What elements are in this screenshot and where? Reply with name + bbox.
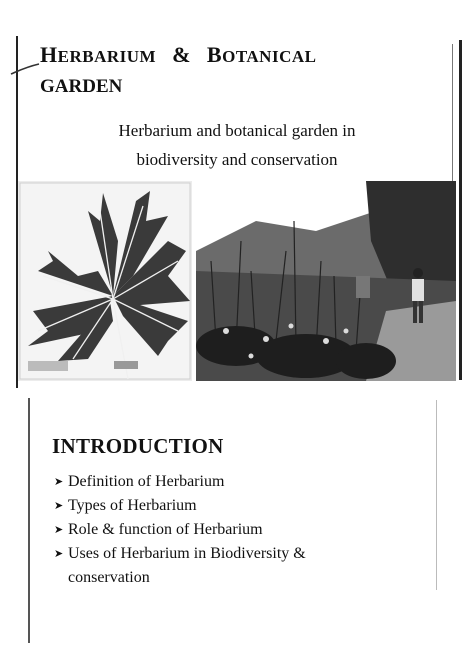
slide-title-line1 bbox=[40, 42, 316, 68]
subtitle-line-1: Herbarium and botanical garden in bbox=[118, 121, 356, 140]
bullet-text: Types of Herbarium bbox=[68, 497, 197, 514]
bullet-text-continued: conservation bbox=[68, 569, 150, 586]
slide-title-line2: GARDEN bbox=[40, 76, 123, 97]
introduction-bullet-list bbox=[54, 470, 354, 590]
arrowhead-bullet-icon: ➤ bbox=[54, 524, 64, 536]
bullet-text: Definition of Herbarium bbox=[68, 473, 225, 490]
title-word-herbarium bbox=[40, 42, 156, 67]
arrowhead-bullet-icon: ➤ bbox=[54, 548, 64, 560]
title-rest-botanical: OTANICAL bbox=[222, 47, 317, 66]
title-cap-h: H bbox=[40, 42, 58, 67]
arrowhead-bullet-icon: ➤ bbox=[54, 476, 64, 488]
slide-subtitle bbox=[30, 116, 444, 174]
subtitle-line-2: biodiversity and conservation bbox=[136, 150, 338, 169]
title-cap-b: B bbox=[206, 42, 223, 67]
scan-border-left-bottom bbox=[28, 398, 30, 643]
list-item bbox=[54, 518, 354, 542]
title-ampersand: & bbox=[172, 42, 191, 67]
scan-border-right-bottom bbox=[436, 400, 437, 590]
bullet-text: Role & function of Herbarium bbox=[68, 521, 263, 538]
pen-mark-icon bbox=[10, 62, 40, 76]
title-word-botanical bbox=[207, 42, 317, 67]
botanical-garden-photo-art bbox=[196, 181, 456, 381]
herbarium-specimen-photo bbox=[18, 181, 192, 381]
herbarium-specimen-photo-art bbox=[18, 181, 192, 381]
introduction-title: INTRODUCTION bbox=[52, 434, 224, 458]
arrowhead-bullet-icon: ➤ bbox=[54, 500, 64, 512]
bullet-text: Uses of Herbarium in Biodiversity & bbox=[68, 545, 306, 562]
list-item bbox=[54, 470, 354, 494]
list-item bbox=[54, 494, 354, 518]
botanical-garden-photo bbox=[196, 181, 456, 381]
title-rest-herbarium: ERBARIUM bbox=[57, 47, 157, 66]
list-item bbox=[54, 542, 354, 590]
